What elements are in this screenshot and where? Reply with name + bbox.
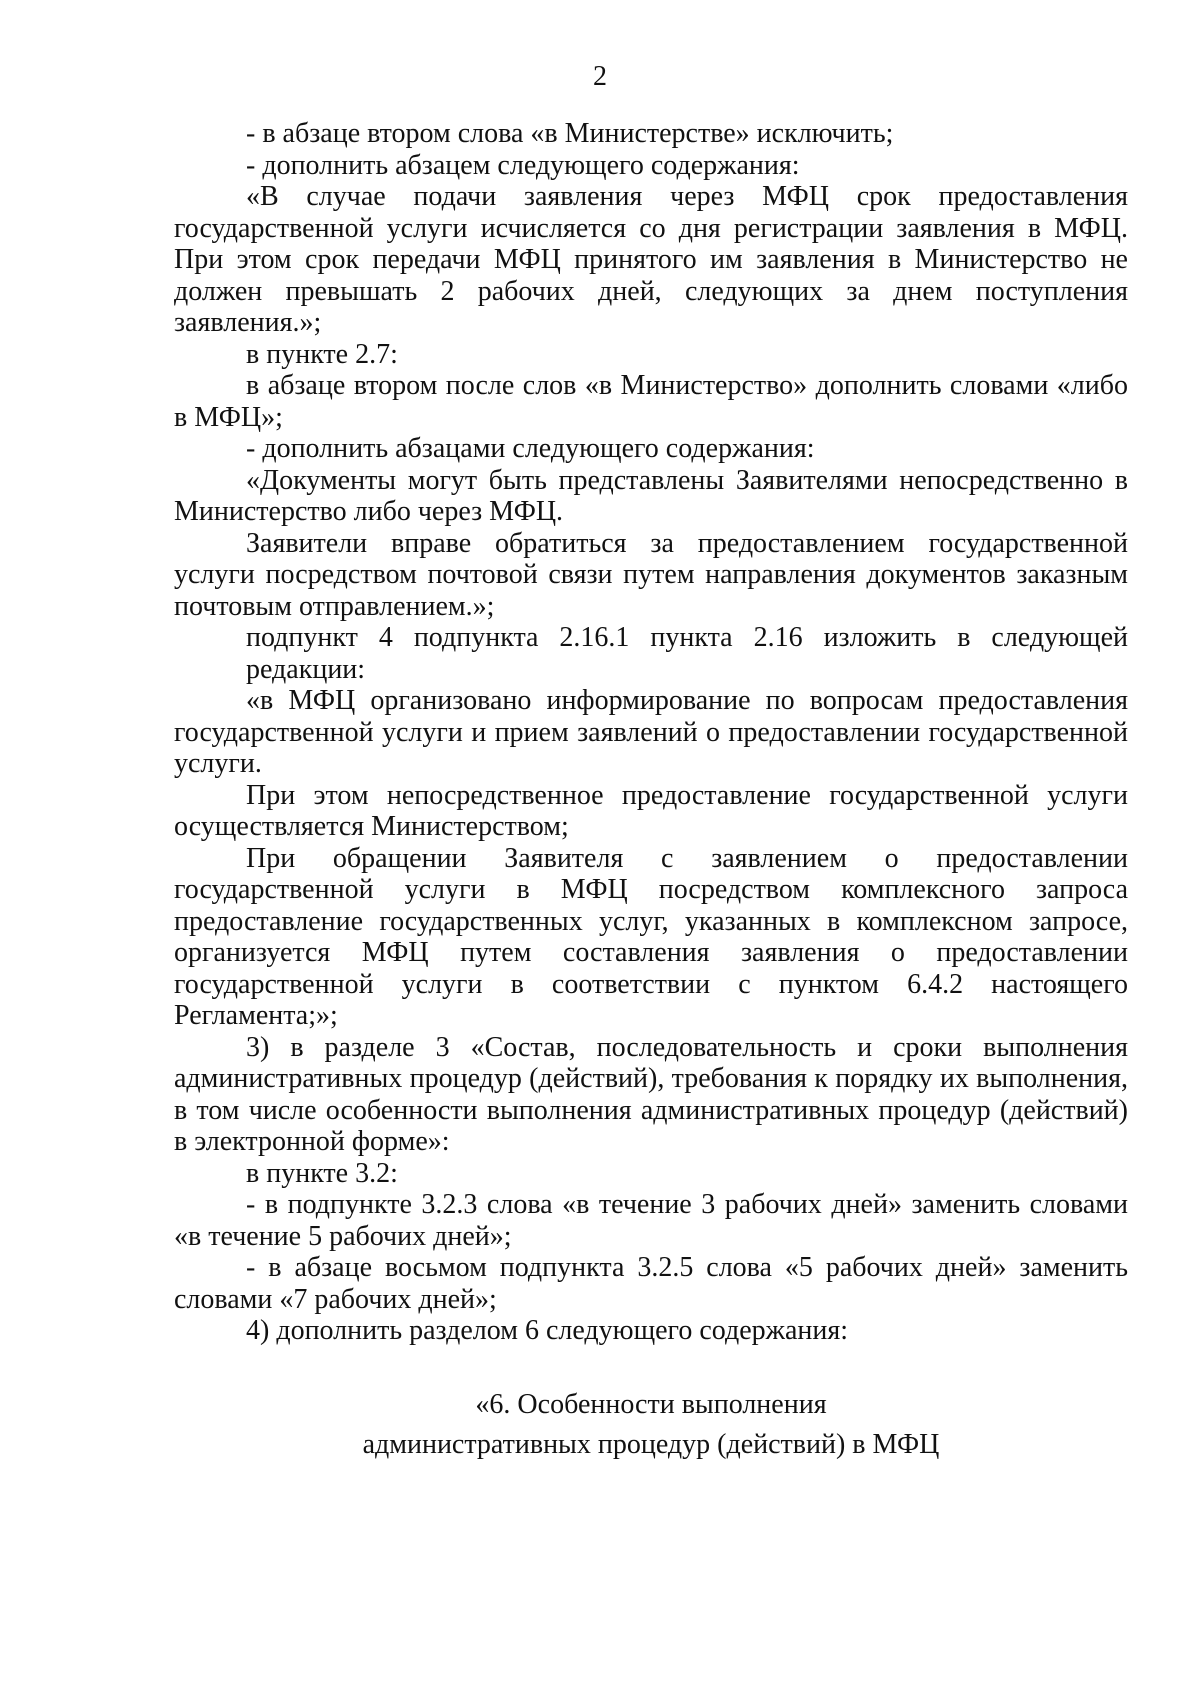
paragraph: в пункте 2.7: xyxy=(246,338,398,370)
paragraph: - в подпункте 3.2.3 слова «в течение 3 рабочих дней» заменить словами «в течение 5 рабочих дней»; xyxy=(174,1189,1128,1252)
paragraph: - в абзаце восьмом подпункта 3.2.5 слова «5 рабочих дней» заменить словами «7 рабочих дней»; xyxy=(174,1252,1128,1315)
paragraph: Заявители вправе обратиться за предоставлением государственной услуги посредством почтовой связи путем направления документов заказным почтовым отправлением.»; xyxy=(174,527,1128,622)
paragraph: При этом непосредственное предоставление государственной услуги осуществляется Министерством; xyxy=(174,779,1128,842)
paragraph: «Документы могут быть представлены Заявителями непосредственно в Министерство либо через МФЦ. xyxy=(174,464,1128,527)
paragraph: подпункт 4 подпункта 2.16.1 пункта 2.16 изложить в следующей редакции: xyxy=(246,622,1128,685)
paragraph: - дополнить абзацами следующего содержания: xyxy=(246,433,815,464)
paragraph: в абзаце втором после слов «в Министерство» дополнить словами «либо в МФЦ»; xyxy=(174,370,1128,433)
paragraph: - дополнить абзацем следующего содержания: xyxy=(246,149,800,181)
paragraph: При обращении Заявителя с заявлением о предоставлении государственной услуги в МФЦ посредством комплексного запроса предоставление государственных услуг, указанных в комплексном запросе, организуется МФЦ путем составления заявления о предоставлении государственной услуги в соответствии с пунктом 6.4.2 настоящего Регламента;»; xyxy=(174,842,1128,1031)
paragraph: 4) дополнить разделом 6 следующего содержания: xyxy=(246,1315,849,1346)
paragraph: в пункте 3.2: xyxy=(246,1157,398,1189)
section-heading-line: административных процедур (действий) в МФЦ xyxy=(362,1428,940,1460)
document-body xyxy=(174,118,1128,1465)
paragraph: 3) в разделе 3 «Состав, последовательность и сроки выполнения административных процедур (действий), требования к порядку их выполнения, в том числе особенности выполнения административных процедур (действий) в электронной форме»: xyxy=(174,1031,1128,1157)
paragraph: - в абзаце втором слова «в Министерстве» исключить; xyxy=(246,118,894,149)
section-heading-line: «6. Особенности выполнения xyxy=(475,1388,827,1420)
paragraph: «в МФЦ организовано информирование по вопросам предоставления государственной услуги и прием заявлений о предоставлении государственной услуги. xyxy=(174,685,1128,779)
page-number: 2 xyxy=(593,61,607,92)
section-heading xyxy=(174,1385,1128,1465)
paragraph: «В случае подачи заявления через МФЦ срок предоставления государственной услуги исчисляется со дня регистрации заявления в МФЦ. При этом срок передачи МФЦ принятого им заявления в Министерство не должен превышать 2 рабочих дней, следующих за днем поступления заявления.»; xyxy=(174,181,1128,338)
